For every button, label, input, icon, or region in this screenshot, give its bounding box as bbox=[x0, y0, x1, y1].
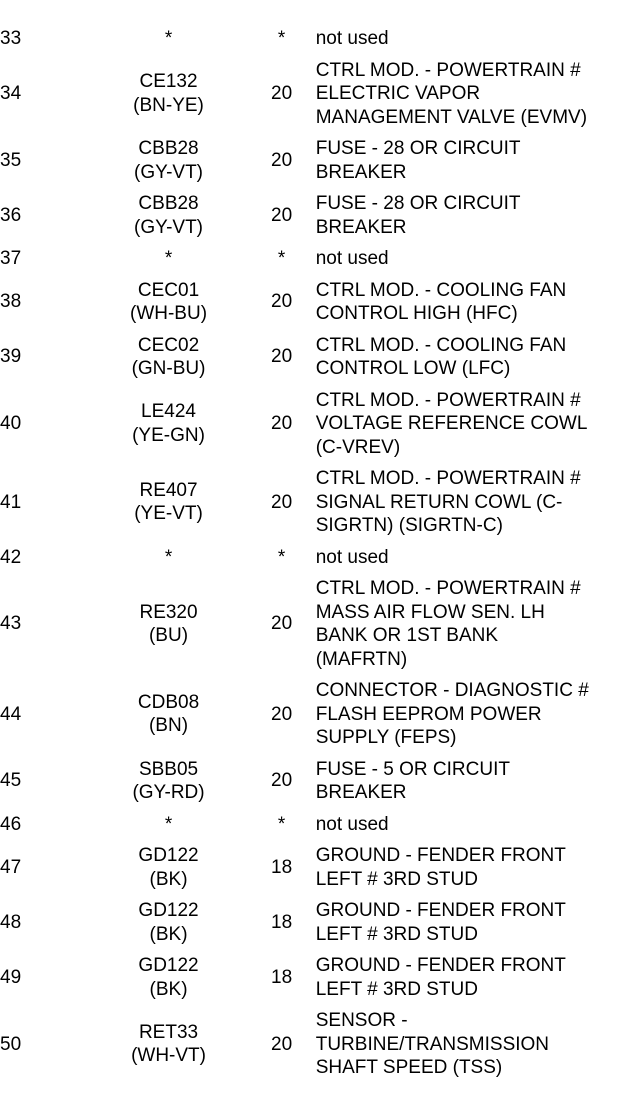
circuit-cell bbox=[90, 275, 248, 330]
pin-number: 42 bbox=[0, 546, 22, 568]
pin-number: 47 bbox=[0, 856, 22, 878]
table-row bbox=[0, 542, 640, 574]
function-line: SIGRTN) (SIGRTN-C) bbox=[315, 515, 503, 536]
circuit-function bbox=[316, 840, 640, 895]
function-line: CTRL MOD. - POWERTRAIN # bbox=[315, 59, 581, 81]
pin-number: 34 bbox=[0, 83, 22, 104]
wire-color: (YE-VT) bbox=[134, 503, 203, 525]
circuit-cell bbox=[90, 243, 248, 275]
wire-color: (YE-GN) bbox=[132, 424, 205, 446]
pin-number: 48 bbox=[0, 911, 22, 933]
wire-gauge: 20 bbox=[271, 291, 293, 313]
function-line: MASS AIR FLOW SEN. LH bbox=[315, 601, 545, 623]
wire-gauge: 20 bbox=[271, 83, 293, 104]
circuit-cell bbox=[90, 675, 248, 754]
function-line: FLASH EEPROM POWER bbox=[315, 703, 542, 725]
circuit-function bbox=[316, 188, 640, 243]
function-line: CTRL MOD. - COOLING FAN bbox=[315, 334, 567, 356]
pin-number: 33 bbox=[0, 28, 22, 49]
circuit-function bbox=[316, 275, 640, 330]
circuit-id: * bbox=[164, 813, 173, 835]
pin-number: 36 bbox=[0, 204, 22, 226]
function-line: not used bbox=[315, 28, 389, 49]
wire-gauge: 20 bbox=[271, 1033, 293, 1055]
circuit-function bbox=[316, 133, 640, 188]
function-line: LEFT # 3RD STUD bbox=[315, 868, 478, 890]
function-line: not used bbox=[315, 546, 389, 568]
table-row bbox=[0, 385, 640, 464]
pin-number: 35 bbox=[0, 149, 22, 171]
circuit-cell bbox=[90, 23, 248, 55]
function-line: FUSE - 28 OR CIRCUIT bbox=[315, 138, 521, 159]
wire-color: (BK) bbox=[149, 868, 188, 890]
circuit-cell bbox=[90, 385, 248, 464]
wire-gauge: 18 bbox=[271, 966, 293, 988]
circuit-id: GD122 bbox=[138, 900, 199, 921]
function-line: BANK OR 1ST BANK bbox=[315, 625, 499, 646]
function-line: FUSE - 5 OR CIRCUIT bbox=[315, 758, 510, 780]
pin-number: 39 bbox=[0, 346, 22, 368]
circuit-function bbox=[316, 542, 640, 574]
function-line: CONTROL HIGH (HFC) bbox=[315, 303, 518, 324]
circuit-function bbox=[316, 330, 640, 385]
wire-gauge: * bbox=[277, 248, 286, 269]
wire-gauge: 18 bbox=[271, 911, 293, 933]
circuit-function bbox=[316, 675, 640, 754]
circuit-function bbox=[316, 385, 640, 464]
circuit-id: CEC01 bbox=[137, 279, 200, 301]
circuit-id: RE320 bbox=[139, 601, 198, 623]
table-row bbox=[0, 23, 640, 55]
table-row bbox=[0, 950, 640, 1005]
wire-color: (BK) bbox=[149, 978, 188, 1000]
circuit-cell bbox=[90, 573, 248, 675]
function-line: CTRL MOD. - POWERTRAIN # bbox=[315, 468, 581, 489]
table-row bbox=[0, 275, 640, 330]
table-row bbox=[0, 243, 640, 275]
circuit-cell bbox=[90, 133, 248, 188]
circuit-function bbox=[316, 895, 640, 950]
wire-gauge: * bbox=[277, 813, 286, 835]
function-line: MANAGEMENT VALVE (EVMV) bbox=[315, 106, 588, 128]
function-line: CTRL MOD. - POWERTRAIN # bbox=[315, 389, 581, 411]
circuit-function bbox=[316, 754, 640, 809]
function-line: BREAKER bbox=[315, 161, 407, 183]
wire-gauge: 20 bbox=[271, 770, 293, 792]
table-row bbox=[0, 809, 640, 841]
circuit-id: * bbox=[164, 248, 173, 269]
circuit-id: LE424 bbox=[141, 401, 196, 423]
wire-gauge: 20 bbox=[271, 491, 293, 513]
function-line: ELECTRIC VAPOR bbox=[315, 83, 481, 104]
circuit-cell bbox=[90, 463, 248, 542]
wire-color: (GY-RD) bbox=[132, 782, 205, 803]
connector-pinout-table bbox=[0, 23, 640, 1084]
table-row bbox=[0, 133, 640, 188]
wire-color: (BU) bbox=[148, 625, 189, 646]
function-line: CONTROL LOW (LFC) bbox=[315, 358, 511, 379]
pin-number: 44 bbox=[0, 703, 22, 725]
wire-color: (GN-BU) bbox=[131, 358, 206, 379]
table-row bbox=[0, 895, 640, 950]
circuit-function bbox=[316, 809, 640, 841]
pin-number: 50 bbox=[0, 1033, 22, 1055]
function-line: (C-VREV) bbox=[315, 436, 401, 458]
function-line: LEFT # 3RD STUD bbox=[315, 978, 478, 1000]
circuit-function bbox=[316, 573, 640, 675]
circuit-id: CBB28 bbox=[138, 138, 199, 159]
circuit-id: SBB05 bbox=[138, 758, 199, 780]
circuit-function bbox=[316, 463, 640, 542]
wire-color: (GY-VT) bbox=[134, 161, 203, 183]
function-line: GROUND - FENDER FRONT bbox=[315, 955, 566, 976]
circuit-cell bbox=[90, 55, 248, 134]
pin-number: 45 bbox=[0, 770, 22, 792]
table-row bbox=[0, 573, 640, 675]
circuit-cell bbox=[90, 1005, 248, 1084]
circuit-cell bbox=[90, 809, 248, 841]
function-line: SENSOR - bbox=[315, 1010, 408, 1031]
circuit-cell bbox=[90, 840, 248, 895]
pin-number: 37 bbox=[0, 248, 22, 269]
circuit-cell bbox=[90, 188, 248, 243]
wire-color: (BN) bbox=[148, 715, 189, 737]
table-row bbox=[0, 1005, 640, 1084]
circuit-id: RE407 bbox=[139, 479, 198, 501]
wire-gauge: 20 bbox=[271, 149, 293, 171]
function-line: (MAFRTN) bbox=[315, 648, 408, 670]
function-line: CTRL MOD. - POWERTRAIN # bbox=[315, 578, 581, 599]
function-line: TURBINE/TRANSMISSION bbox=[315, 1033, 550, 1055]
table-row bbox=[0, 754, 640, 809]
wire-gauge: * bbox=[277, 28, 286, 49]
circuit-id: RET33 bbox=[138, 1021, 199, 1043]
circuit-cell bbox=[90, 950, 248, 1005]
wire-gauge: 20 bbox=[271, 703, 293, 725]
wire-color: (BN-YE) bbox=[133, 94, 204, 116]
pin-number: 41 bbox=[0, 491, 22, 513]
wire-gauge: 20 bbox=[271, 346, 293, 368]
pin-number: 38 bbox=[0, 291, 22, 313]
function-line: SIGNAL RETURN COWL (C- bbox=[315, 491, 563, 513]
circuit-cell bbox=[90, 754, 248, 809]
circuit-id: CEC02 bbox=[137, 334, 200, 356]
pin-number: 46 bbox=[0, 813, 22, 835]
circuit-id: CDB08 bbox=[137, 691, 200, 713]
pin-number: 49 bbox=[0, 966, 22, 988]
table-row bbox=[0, 330, 640, 385]
pinout-table-body bbox=[0, 23, 640, 1084]
table-row bbox=[0, 188, 640, 243]
function-line: CTRL MOD. - COOLING FAN bbox=[315, 279, 567, 301]
function-line: SUPPLY (FEPS) bbox=[315, 727, 457, 748]
pin-number: 43 bbox=[0, 613, 22, 635]
circuit-id: CBB28 bbox=[138, 193, 199, 214]
circuit-id: GD122 bbox=[138, 845, 199, 866]
table-row bbox=[0, 840, 640, 895]
function-line: not used bbox=[315, 813, 389, 835]
table-row bbox=[0, 463, 640, 542]
circuit-function bbox=[316, 23, 640, 55]
circuit-id: * bbox=[164, 28, 173, 49]
wire-gauge: 20 bbox=[271, 204, 293, 226]
wire-gauge: 20 bbox=[271, 413, 293, 434]
circuit-id: GD122 bbox=[138, 955, 199, 976]
wire-color: (WH-BU) bbox=[130, 303, 208, 324]
circuit-id: CE132 bbox=[139, 71, 198, 93]
table-row bbox=[0, 55, 640, 134]
circuit-cell bbox=[90, 330, 248, 385]
function-line: GROUND - FENDER FRONT bbox=[315, 845, 566, 866]
wire-gauge: 18 bbox=[271, 856, 293, 878]
function-line: LEFT # 3RD STUD bbox=[315, 923, 478, 945]
wire-gauge: 20 bbox=[271, 613, 293, 635]
pin-number: 40 bbox=[0, 413, 22, 434]
function-line: FUSE - 28 OR CIRCUIT bbox=[315, 193, 521, 214]
circuit-function bbox=[316, 243, 640, 275]
circuit-cell bbox=[90, 895, 248, 950]
circuit-function bbox=[316, 950, 640, 1005]
function-line: SHAFT SPEED (TSS) bbox=[315, 1057, 503, 1078]
circuit-cell bbox=[90, 542, 248, 574]
function-line: BREAKER bbox=[315, 782, 407, 803]
circuit-function bbox=[316, 55, 640, 134]
circuit-function bbox=[316, 1005, 640, 1084]
wire-color: (GY-VT) bbox=[134, 216, 203, 238]
wire-gauge: * bbox=[277, 546, 286, 568]
circuit-id: * bbox=[164, 546, 173, 568]
function-line: CONNECTOR - DIAGNOSTIC # bbox=[315, 680, 589, 701]
wire-color: (BK) bbox=[149, 923, 188, 945]
function-line: VOLTAGE REFERENCE COWL bbox=[315, 413, 588, 434]
function-line: GROUND - FENDER FRONT bbox=[315, 900, 566, 921]
wire-color: (WH-VT) bbox=[131, 1045, 206, 1067]
table-row bbox=[0, 675, 640, 754]
function-line: BREAKER bbox=[315, 216, 407, 238]
function-line: not used bbox=[315, 248, 389, 269]
